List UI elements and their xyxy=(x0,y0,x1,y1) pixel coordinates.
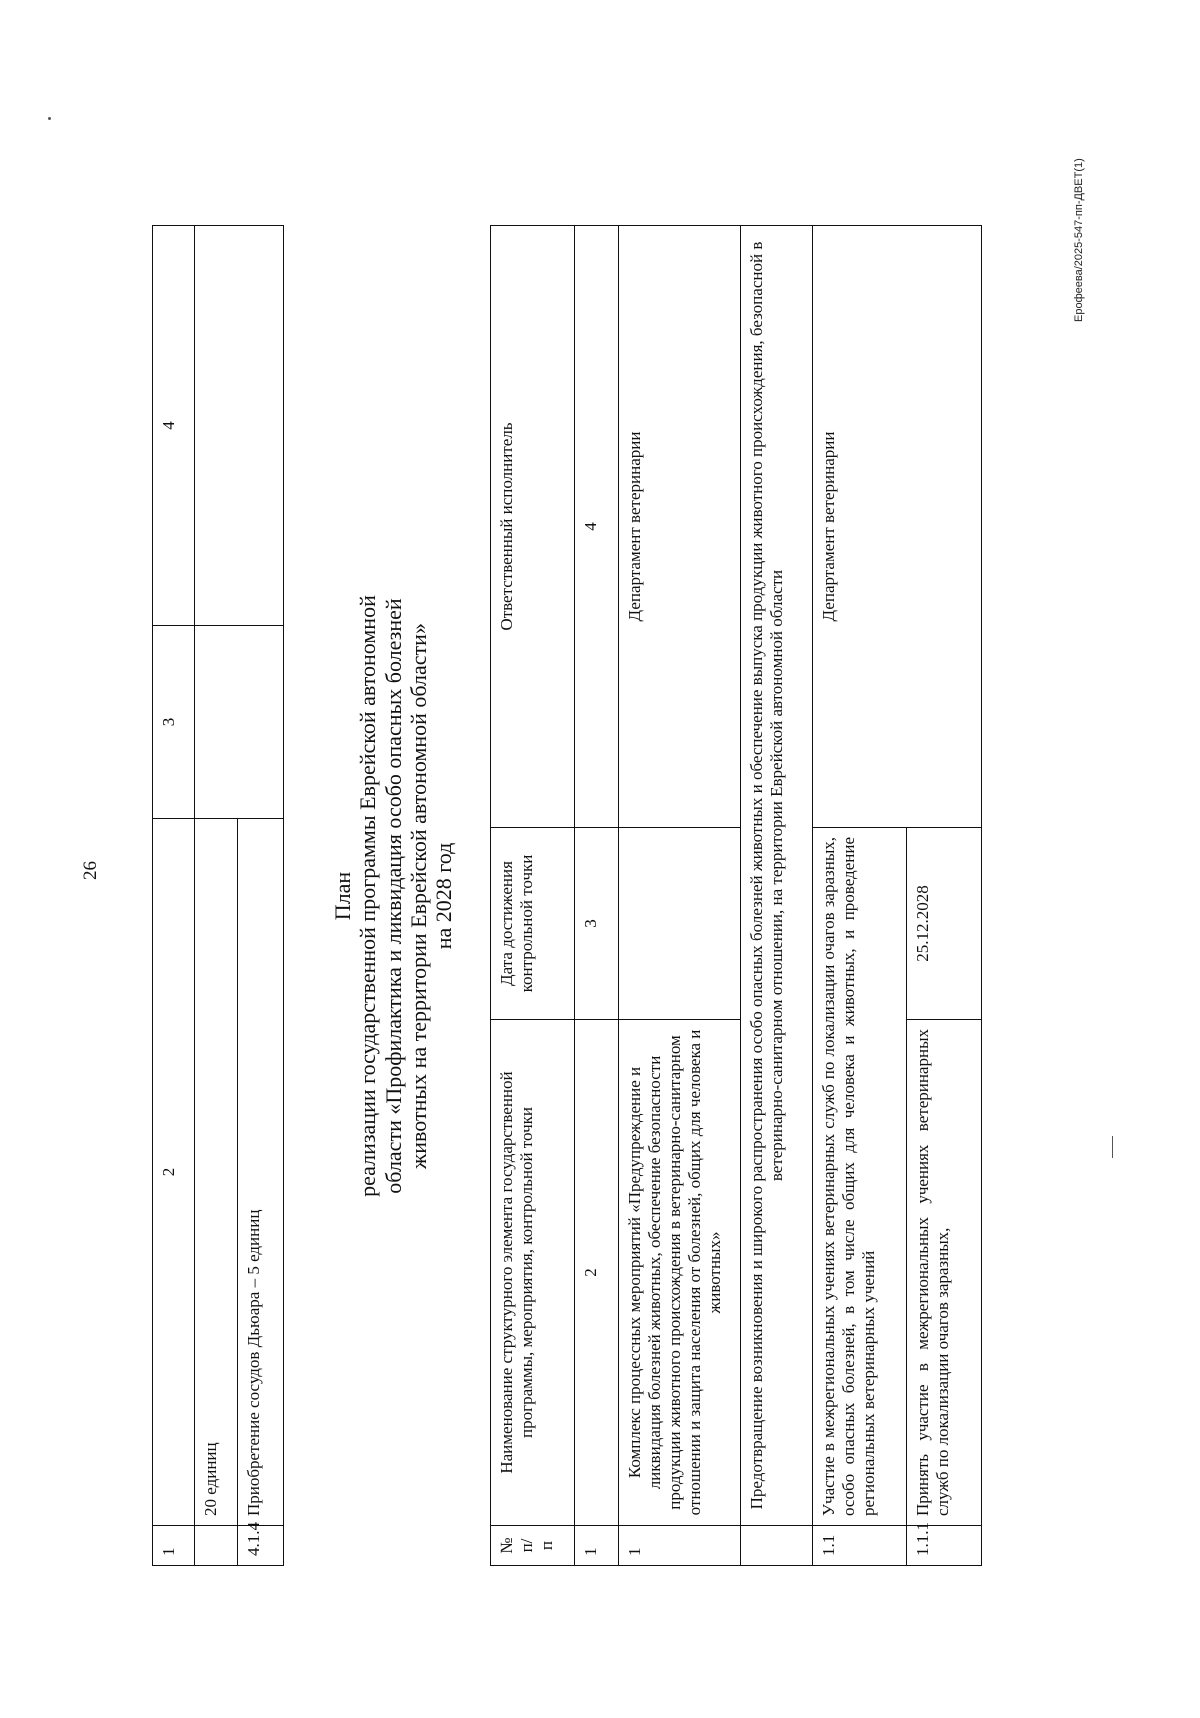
top-header-col1: 1 xyxy=(153,1526,195,1566)
top-row-text: Приобретение сосудов Дьюара – 5 единиц xyxy=(238,819,284,1526)
col-number: 2 xyxy=(575,1020,619,1526)
stray-mark xyxy=(1112,1136,1113,1158)
plan-line4: на 2028 год xyxy=(431,842,457,950)
top-header-col2: 2 xyxy=(153,819,195,1526)
goal-text: Предотвращение возникновения и широкого распространения особо опасных болезней животных и обеспечение выпуска продукции животного происхождения, безопасной в ветеринарно-санитарном отношении, на территории Еврейской автономной области xyxy=(741,226,813,1526)
scan-speck xyxy=(48,117,51,120)
footer-code: Ерофеева/2025-547-пп-ДВЕТ(1) xyxy=(1073,158,1085,322)
header-name: Наименование структурного элемента государственной программы, мероприятия, контрольной точки xyxy=(491,1020,575,1526)
header-date: Дата достижения контрольной точки xyxy=(491,828,575,1020)
row-num: 1.1 xyxy=(813,1526,907,1566)
plan-title: План xyxy=(330,871,355,921)
top-row-num: 4.1.4 xyxy=(238,1526,284,1566)
top-row-text: 20 единиц xyxy=(195,819,238,1526)
plan-line3: животных на территории Еврейской автономной области» xyxy=(405,623,431,1169)
header-responsible: Ответственный исполнитель xyxy=(491,226,575,828)
header-num: № п/п xyxy=(491,1526,575,1566)
top-header-col3: 3 xyxy=(153,626,195,819)
plan-heading xyxy=(330,226,456,1566)
plan-line2: области «Профилактика и ликвидация особо опасных болезней xyxy=(380,598,406,1194)
row-text: Участие в межрегиональных учениях ветеринарных служб по локализации очагов заразных, особо опасных болезней, в том числе общих для человека и животных, и проведение региональных ветеринарных учений xyxy=(813,828,907,1526)
row-date: 25.12.2028 xyxy=(907,828,982,1020)
row-text: Принять участие в межрегиональных учениях ветеринарных служб по локализации очагов заразных, xyxy=(907,1020,982,1526)
col-number: 4 xyxy=(575,226,619,828)
row-responsible: Департамент ветеринарии xyxy=(813,226,907,828)
row-num: 1.1.1 xyxy=(907,1526,982,1566)
plan-line1: реализации государственной программы Еврейской автономной xyxy=(355,595,381,1197)
top-header-col4: 4 xyxy=(153,226,195,626)
col-number: 1 xyxy=(575,1526,619,1566)
row-num: 1 xyxy=(619,1526,741,1566)
top-table xyxy=(152,225,284,1566)
row-responsible: Департамент ветеринарии xyxy=(619,226,741,828)
col-number: 3 xyxy=(575,828,619,1020)
row-text: Комплекс процессных мероприятий «Предупреждение и ликвидация болезней животных, обеспечение безопасности продукции животного происхождения в ветеринарно-санитарном отношении и защита населения от болезней, общих для человека и животных» xyxy=(619,1020,741,1526)
plan-table xyxy=(490,225,982,1566)
page-number: 26 xyxy=(80,861,101,880)
